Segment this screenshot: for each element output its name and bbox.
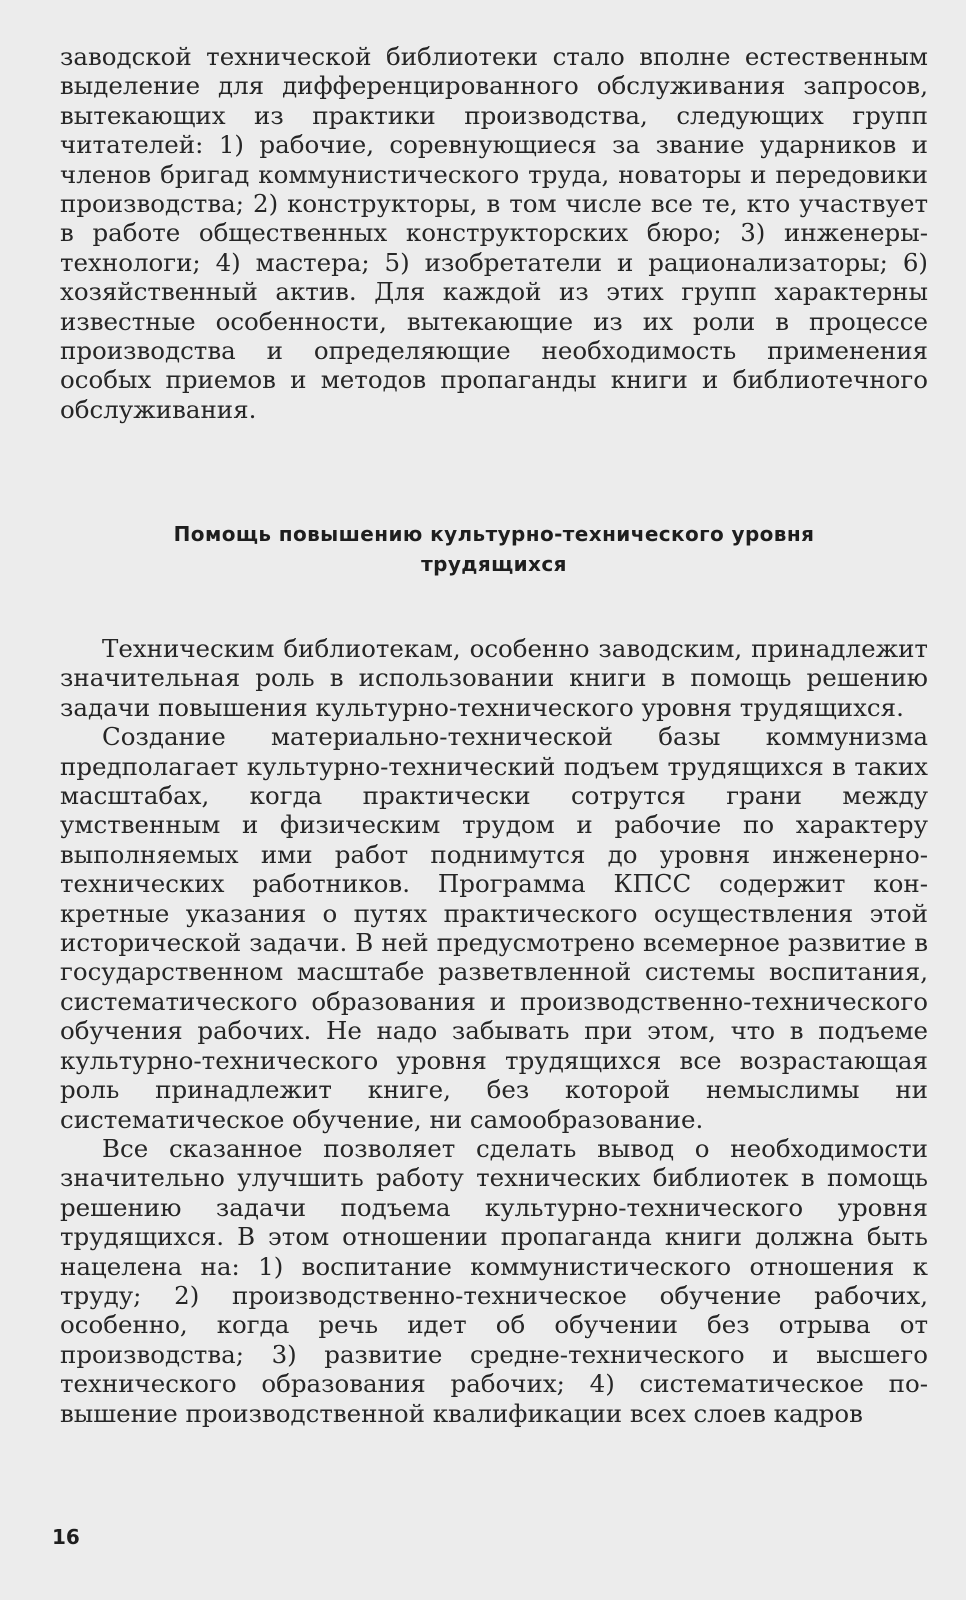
section-heading-line-1: Помощь повышению культурно-технического уровня (173, 522, 815, 546)
section-heading (60, 519, 928, 579)
body-paragraph-3: Все сказанное позволяет сделать вывод о необходимости значительно улучшить работу технических библиотек в помощь решению задачи подъема культурно-технического уровня трудящихся. В этом отношении пропаганда книги должна быть нацелена на: 1) воспитание коммунистического отношения к труду; 2) производственно-техническое обучение рабочих, особенно, когда речь идет об обучении без отрыва от производства; 3) развитие средне-технического и высшего технического образования рабочих; 4) систематическое повышение производственной квалификации всех слоев кадров (60, 1133, 928, 1428)
section-body (60, 634, 928, 1428)
continued-text-block (60, 42, 928, 424)
section-heading-line-2: трудящихся (421, 552, 567, 576)
page-number: 16 (52, 1525, 80, 1549)
continued-paragraph: заводской технической библиотеки стало вполне естественным выделение для дифференцированного обслуживания запросов, вытекающих из практики производства, следующих групп читателей: 1) рабочие, соревнующиеся за звание ударников и членов бригад коммунистического труда, новаторы и передовики производства; 2) конструкторы, в том числе все те, кто участвует в работе общественных конструкторских бюро; 3) инженеры-технологи; 4) мастера; 5) изобретатели и рационализаторы; 6) хозяйственный актив. Для каждой из этих групп характерны известные особенности, вытекающие из их роли в процессе производства и определяющие необходимость применения особых приемов и методов пропаганды книги и библиотечного обслуживания. (60, 42, 928, 424)
body-paragraph-2: Создание материально-технической базы коммунизма предполагает культурно-технический подъем трудящихся в таких масштабах, когда практически сотрутся грани между умственным и физическим трудом и рабочие по характеру выполняемых ими работ поднимутся до уровня инженерно-технических работников. Программа КПСС содержит конкретные указания о путях практического осуществления этой исторической задачи. В ней предусмотрено всемерное развитие в государственном масштабе разветвленной системы воспитания, систематического образования и производственно-технического обучения рабочих. Не надо забывать при этом, что в подъеме культурно-технического уровня трудящихся все возрастающая роль принадлежит книге, без которой немыслимы ни систематическое обучение, ни самообразование. (60, 722, 928, 1134)
body-paragraph-1: Техническим библиотекам, особенно заводским, принадлежит значительная роль в использовании книги в помощь решению задачи повышения культурно-технического уровня трудящихся. (60, 634, 928, 722)
